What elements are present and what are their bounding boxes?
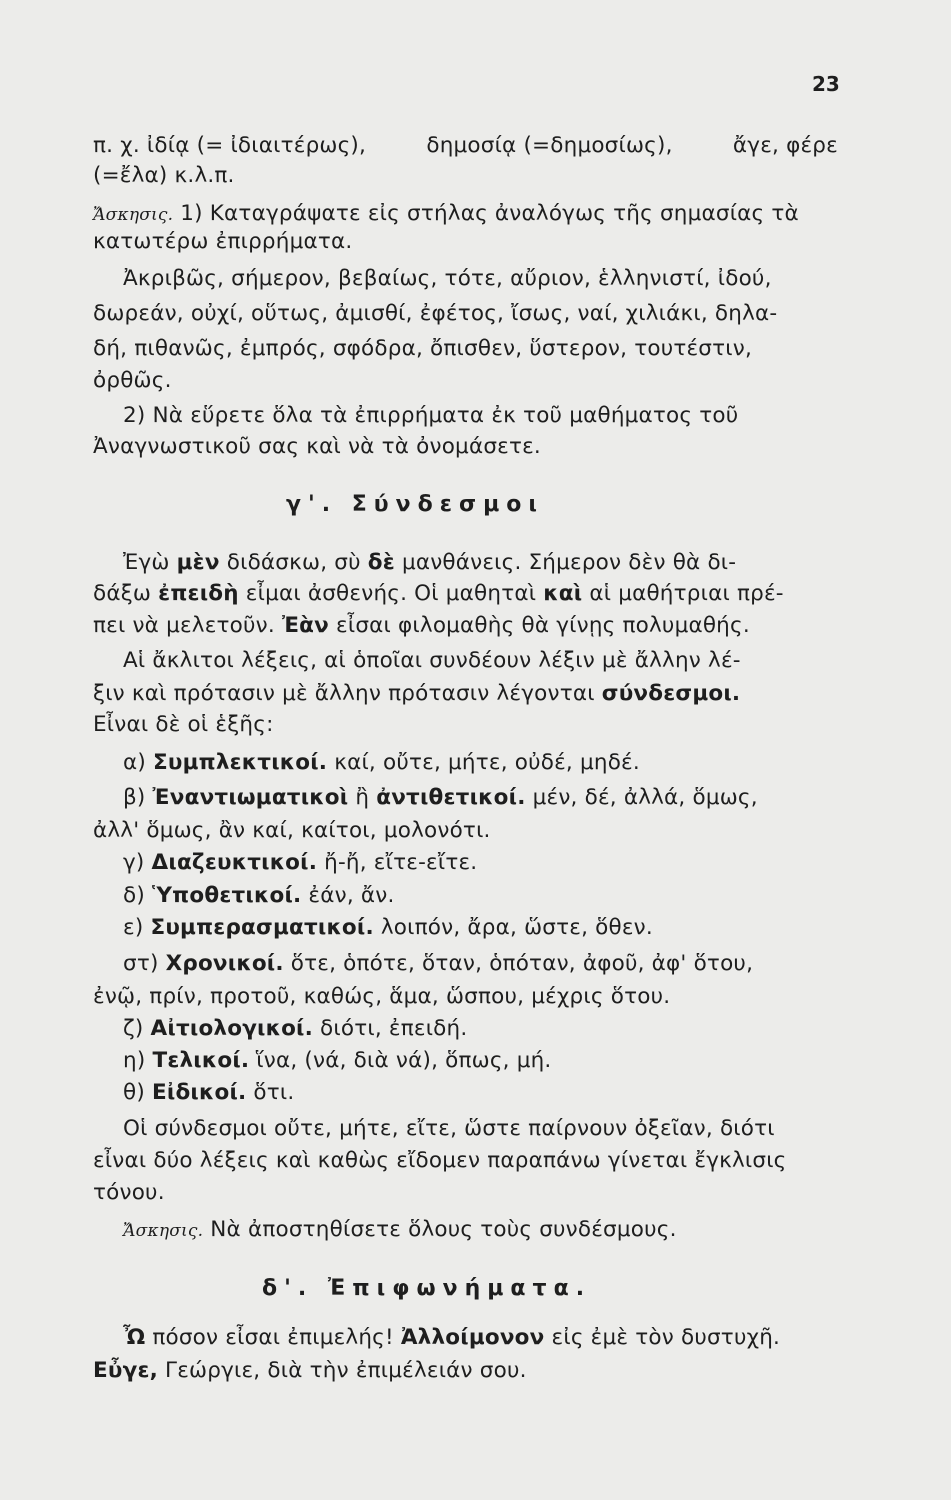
exercise-3 [123, 1215, 677, 1246]
bold-word: Ὦ [123, 1325, 146, 1350]
example-line [123, 1323, 780, 1353]
text-line: (=ἔλα) κ.λ.π. [93, 163, 235, 188]
item-marker: α) [123, 750, 153, 775]
note-line: τόνου. [93, 1180, 165, 1205]
item-name: Χρονικοί. [165, 951, 284, 976]
bold-word: Ἐὰν [281, 613, 329, 638]
exercise-2: 2) Νὰ εὕρετε ὅλα τὰ ἐπιρρήματα ἐκ τοῦ μαθήματος τοῦ [123, 403, 739, 428]
item-name: Αἰτιολογικοί. [150, 1016, 314, 1041]
page-number: 23 [812, 72, 840, 96]
item-marker: στ) [123, 951, 166, 976]
text-span: π. χ. ἰδίᾳ (= ἰδιαιτέρως), [93, 133, 367, 158]
bold-word: Ἀλλοίμονον [400, 1325, 545, 1350]
bold-word: μὲν [176, 550, 220, 575]
text-span: δάξω [93, 581, 159, 606]
item-text: ἵνα, (νά, διὰ νά), ὅπως, μή. [249, 1048, 552, 1073]
item-text: λοιπόν, ἄρα, ὥστε, ὅθεν. [373, 915, 653, 940]
conjunction-item [123, 848, 477, 878]
adverb-list-line: Ἀκριβῶς, σήμερον, βεβαίως, τότε, αὔριον, ἑλληνιστί, ἰδού, [123, 266, 772, 291]
bold-word: Εὖγε, [93, 1358, 158, 1383]
item-marker: ε) [123, 915, 151, 940]
text-span: μανθάνεις. Σήμερον δὲν θὰ δι- [394, 550, 737, 575]
conjunction-item [123, 881, 395, 911]
bold-word: ἐπειδὴ [158, 581, 239, 606]
item-name: Τελικοί. [152, 1048, 250, 1073]
conjunction-item [123, 783, 758, 813]
text-span: πόσον εἶσαι ἐπιμελής! [145, 1325, 401, 1350]
bold-term: σύνδεσμοι. [601, 681, 741, 706]
text-span: εἶμαι ἀσθενής. Οἱ μαθηταὶ [238, 581, 544, 606]
text-span: εἶσαι φιλομαθὴς θὰ γίνῃς πολυμαθής. [329, 613, 750, 638]
text-span: Ἐγὼ [123, 550, 177, 575]
item-name: Διαζευκτικοί. [151, 850, 318, 875]
item-text: ἢ [348, 785, 377, 810]
text-span: ξιν καὶ πρότασιν μὲ ἄλλην πρότασιν λέγονται [93, 681, 602, 706]
item-name: Ἐναντιωματικοὶ [152, 785, 349, 810]
definition-line: Αἱ ἄκλιτοι λέξεις, αἱ ὁποῖαι συνδέουν λέξιν μὲ ἄλλην λέ- [123, 648, 741, 673]
item-marker: ζ) [123, 1016, 151, 1041]
text-span: πει νὰ μελετοῦν. [93, 613, 282, 638]
note-line: εἶναι δύο λέξεις καὶ καθὼς εἴδομεν παραπάνω γίνεται ἔγκλισις [93, 1148, 787, 1173]
note-line: Οἱ σύνδεσμοι οὔτε, μήτε, εἴτε, ὥστε παίρνουν ὀξεῖαν, διότι [123, 1116, 775, 1141]
item-marker: γ) [123, 850, 152, 875]
item-text: ὅτι. [246, 1080, 295, 1105]
text-span: εἰς ἐμὲ τὸν δυστυχῆ. [544, 1325, 781, 1350]
exercise-label: Ἄσκησις. [93, 205, 174, 225]
item-text: διότι, ἐπειδή. [313, 1016, 468, 1041]
exercise-text: Νὰ ἀποστηθίσετε ὅλους τοὺς συνδέσμους. [203, 1217, 677, 1242]
bold-word: δὲ [367, 550, 395, 575]
item-marker: β) [123, 785, 153, 810]
exercise-text: 1) Καταγράψατε εἰς στήλας ἀναλόγως τῆς σημασίας τὰ [173, 201, 799, 226]
definition-line: Εἶναι δὲ οἱ ἑξῆς: [93, 712, 274, 737]
conjunction-item [123, 913, 653, 943]
conjunction-item-cont: ἐνῷ, πρίν, προτοῦ, καθώς, ἅμα, ὥσπου, μέχρις ὅτου. [93, 984, 671, 1009]
conjunction-item-cont: ἀλλ' ὅμως, ἂν καί, καίτοι, μολονότι. [93, 818, 491, 843]
text-line: Ἀναγνωστικοῦ σας καὶ νὰ τὰ ὀνομάσετε. [93, 434, 541, 459]
item-marker: δ) [123, 883, 152, 908]
exercise-1 [93, 199, 799, 230]
section-heading-interjections: δ'. Ἐπιφωνήματα. [262, 1276, 592, 1301]
example-line [93, 579, 784, 609]
conjunction-item [123, 949, 753, 979]
item-text: καί, οὔτε, μήτε, οὐδέ, μηδέ. [327, 750, 640, 775]
item-name: ἀντιθετικοί. [376, 785, 526, 810]
conjunction-item [123, 1046, 551, 1076]
item-text: ἤ-ἤ, εἴτε-εἴτε. [317, 850, 478, 875]
section-heading-conjunctions: γ'. Σύνδεσμοι [286, 492, 544, 517]
item-text: ὅτε, ὁπότε, ὅταν, ὁπόταν, ἀφοῦ, ἀφ' ὅτου, [283, 951, 754, 976]
example-line [93, 1356, 527, 1386]
text-span: ἄγε, φέρε [732, 133, 838, 158]
item-text: ἐάν, ἄν. [301, 883, 395, 908]
adverb-list-line: δή, πιθανῶς, ἐμπρός, σφόδρα, ὄπισθεν, ὕστερον, τουτέστιν, [93, 336, 752, 361]
text-span: αἱ μαθήτριαι πρέ- [582, 581, 784, 606]
adverb-list-line: δωρεάν, οὐχί, οὕτως, ἀμισθί, ἐφέτος, ἴσως, ναί, χιλιάκι, δηλα- [93, 301, 778, 326]
definition-line [93, 679, 740, 709]
exercise-label: Ἄσκησις. [123, 1221, 204, 1241]
item-name: Εἰδικοί. [151, 1080, 247, 1105]
conjunction-item [123, 748, 640, 778]
item-name: Ὑποθετικοί. [151, 883, 302, 908]
text-span: δημοσίᾳ (=δημοσίως), [426, 133, 673, 158]
adverb-list-line: ὀρθῶς. [93, 368, 172, 393]
example-line [93, 611, 750, 641]
text-span: διδάσκω, σὺ [219, 550, 368, 575]
item-marker: η) [123, 1048, 153, 1073]
conjunction-item [123, 1078, 294, 1108]
item-name: Συμπλεκτικοί. [153, 750, 328, 775]
item-name: Συμπερασματικοί. [150, 915, 374, 940]
text-line [93, 131, 838, 161]
bold-word: καὶ [543, 581, 583, 606]
text-line: κατωτέρω ἐπιρρήματα. [93, 229, 353, 254]
example-line [123, 548, 736, 578]
text-span: Γεώργιε, διὰ τὴν ἐπιμέλειάν σου. [158, 1358, 527, 1383]
item-text: μέν, δέ, ἀλλά, ὅμως, [525, 785, 758, 810]
conjunction-item [123, 1014, 467, 1044]
item-marker: θ) [123, 1080, 152, 1105]
